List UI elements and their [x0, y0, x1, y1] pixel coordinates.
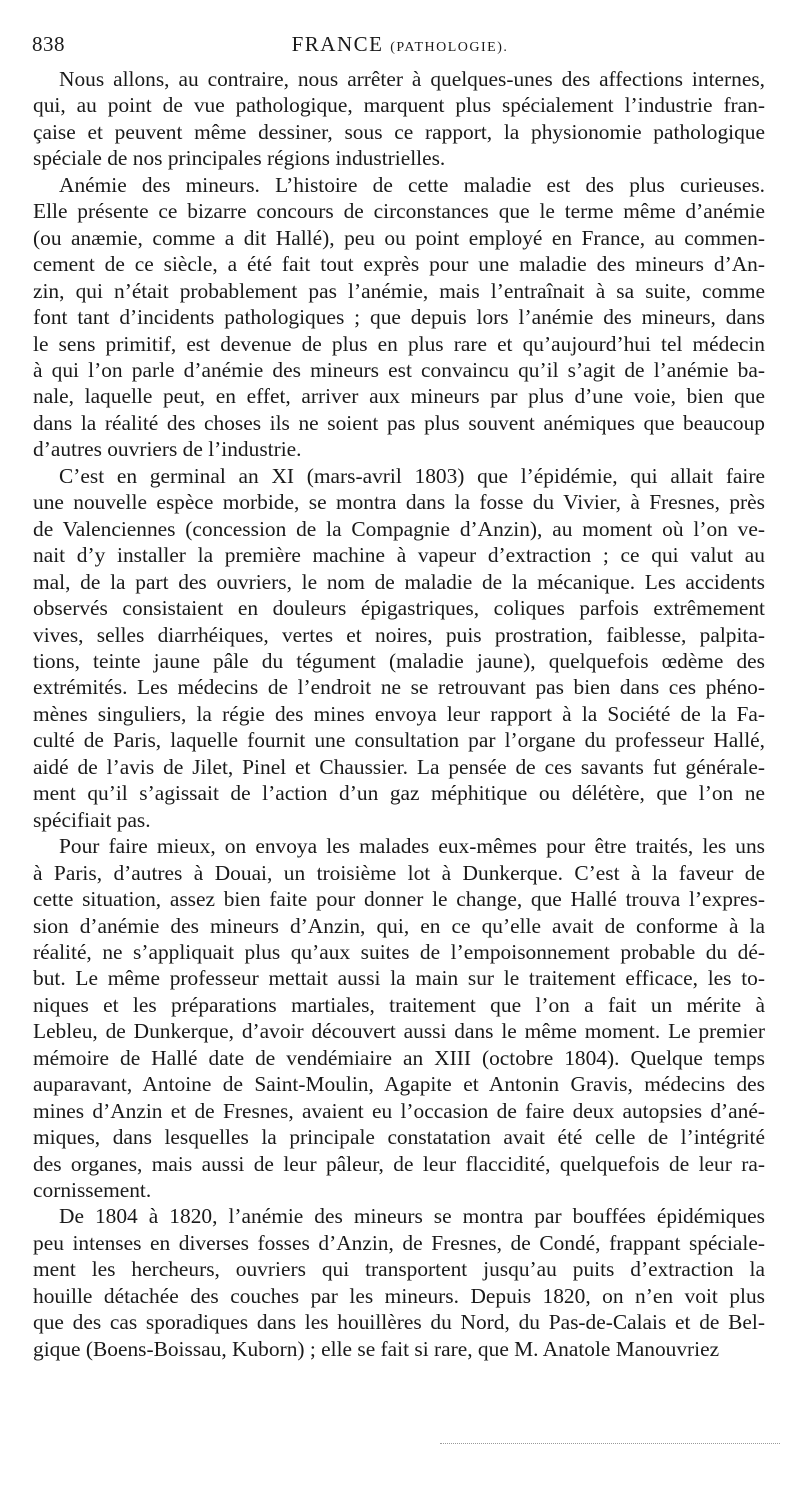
text-line: houille détachée des couches par les mineurs. Depuis 1820, on n’en voit plus	[33, 1283, 765, 1308]
text-line: (ou anæmie, comme a dit Hallé), peu ou point employé en France, au commen-	[33, 225, 765, 250]
text-line: observés consistaient en douleurs épigastriques, coliques parfois extrêmement	[33, 596, 765, 621]
text-line: spéciale de nos principales régions industrielles.	[33, 146, 446, 171]
text-line: spécifiait pas.	[33, 807, 151, 832]
text-line: auparavant, Antoine de Saint-Moulin, Agapite et Antonin Gravis, médecins des	[33, 1072, 765, 1097]
body-text	[33, 66, 765, 1362]
text-line: mines d’Anzin et de Fresnes, avaient eu l’occasion de faire deux autopsies d’ané-	[33, 1098, 765, 1123]
text-line: que des cas sporadiques dans les houillères du Nord, du Pas-de-Calais et de Bel-	[33, 1310, 765, 1335]
bottom-faint-rule	[440, 1443, 780, 1444]
text-line: Nous allons, au contraire, nous arrêter à quelques-unes des affections internes,	[59, 67, 765, 91]
text-line: le sens primitif, est devenue de plus en plus rare et qu’aujourd’hui tel médecin	[33, 331, 765, 356]
text-line: à Paris, d’autres à Douai, un troisième lot à Dunkerque. C’est à la faveur de	[33, 860, 765, 885]
text-line: Pour faire mieux, on envoya les malades eux-mêmes pour être traités, les uns	[59, 834, 765, 859]
text-line: çaise et peuvent même dessiner, sous ce rapport, la physionomie pathologique	[33, 119, 765, 144]
text-line: des organes, mais aussi de leur pâleur, de leur flaccidité, quelquefois de leur ra-	[33, 1151, 765, 1176]
running-head-title: FRANCE	[291, 32, 384, 56]
text-line: une nouvelle espèce morbide, se montra dans la fosse du Vivier, à Fresnes, près	[33, 490, 765, 515]
text-line: vives, selles diarrhéiques, vertes et noires, puis prostration, faiblesse, palpita-	[33, 622, 765, 647]
text-line: zin, qui n’était probablement pas l’anémie, mais l’entraînait à sa suite, comme	[33, 278, 765, 303]
text-line: miques, dans lesquelles la principale constatation avait été celle de l’intégrité	[33, 1125, 765, 1150]
text-line: cement de ce siècle, a été fait tout exprès pour une maladie des mineurs d’An-	[33, 252, 765, 277]
text-line: d’autres ouvriers de l’industrie.	[33, 437, 302, 462]
text-line: dans la réalité des choses ils ne soient pas plus souvent anémiques que beaucoup	[33, 410, 765, 435]
text-line: Lebleu, de Dunkerque, d’avoir découvert aussi dans le même moment. Le premier	[33, 1019, 765, 1044]
text-line: font tant d’incidents pathologiques ; que depuis lors l’anémie des mineurs, dans	[33, 305, 765, 330]
text-line: mémoire de Hallé date de vendémiaire an XIII (octobre 1804). Quelque temps	[33, 1045, 765, 1070]
paragraph	[33, 66, 765, 172]
paragraph	[33, 172, 765, 463]
text-line: peu intenses en diverses fosses d’Anzin, de Fresnes, de Condé, frappant spéciale-	[33, 1230, 765, 1255]
text-line: niques et les préparations martiales, traitement que l’on a fait un mérite à	[33, 992, 765, 1017]
running-head	[0, 32, 800, 57]
text-line: réalité, ne s’appliquait plus qu’aux suites de l’empoisonnement probable du dé-	[33, 939, 765, 964]
text-line: de Valenciennes (concession de la Compagnie d’Anzin), au moment où l’on ve-	[33, 516, 765, 541]
paragraph	[33, 1203, 765, 1362]
text-line: cornissement.	[33, 1178, 152, 1203]
text-line: Anémie des mineurs. L’histoire de cette maladie est des plus curieuses.	[59, 172, 765, 197]
paragraph	[33, 463, 765, 833]
page-number: 838	[32, 32, 65, 56]
text-line: nait d’y installer la première machine à vapeur d’extraction ; ce qui valut au	[33, 543, 765, 568]
text-line: qui, au point de vue pathologique, marquent plus spécialement l’industrie fran-	[33, 93, 765, 118]
text-line: mènes singuliers, la régie des mines envoya leur rapport à la Société de la Fa-	[33, 701, 765, 726]
paragraph	[33, 833, 765, 1203]
text-line: De 1804 à 1820, l’anémie des mineurs se montra par bouffées épidémiques	[59, 1204, 765, 1229]
text-line: aidé de l’avis de Jilet, Pinel et Chaussier. La pensée de ces savants fut générale-	[33, 754, 765, 779]
text-line: culté de Paris, laquelle fournit une consultation par l’organe du professeur Hallé,	[33, 728, 765, 753]
text-line: Elle présente ce bizarre concours de circonstances que le terme même d’anémie	[33, 199, 765, 224]
running-head-subtitle: (PATHOLOGIE).	[390, 40, 509, 55]
text-line: but. Le même professeur mettait aussi la main sur le traitement efficace, les to-	[33, 966, 765, 991]
text-line: nale, laquelle peut, en effet, arriver aux mineurs par plus d’une voie, bien que	[33, 384, 765, 409]
text-line: mal, de la part des ouvriers, le nom de maladie de la mécanique. Les accidents	[33, 569, 765, 594]
text-line: gique (Boens-Boissau, Kuborn) ; elle se fait si rare, que M. Anatole Manouvriez	[33, 1336, 720, 1361]
text-line: tions, teinte jaune pâle du tégument (maladie jaune), quelquefois œdème des	[33, 648, 765, 673]
text-line: cette situation, assez bien faite pour donner le change, que Hallé trouva l’expres-	[33, 887, 765, 912]
text-line: ment qu’il s’agissait de l’action d’un gaz méphitique ou délétère, que l’on ne	[33, 781, 765, 806]
text-line: extrémités. Les médecins de l’endroit ne se retrouvant pas bien dans ces phéno-	[33, 675, 765, 700]
text-line: C’est en germinal an XI (mars-avril 1803) que l’épidémie, qui allait faire	[59, 463, 765, 488]
text-line: à qui l’on parle d’anémie des mineurs est convaincu qu’il s’agit de l’anémie ba-	[33, 357, 765, 382]
text-line: sion d’anémie des mineurs d’Anzin, qui, en ce qu’elle avait de conforme à la	[33, 913, 765, 938]
text-line: ment les hercheurs, ouvriers qui transportent jusqu’au puits d’extraction la	[33, 1257, 765, 1282]
